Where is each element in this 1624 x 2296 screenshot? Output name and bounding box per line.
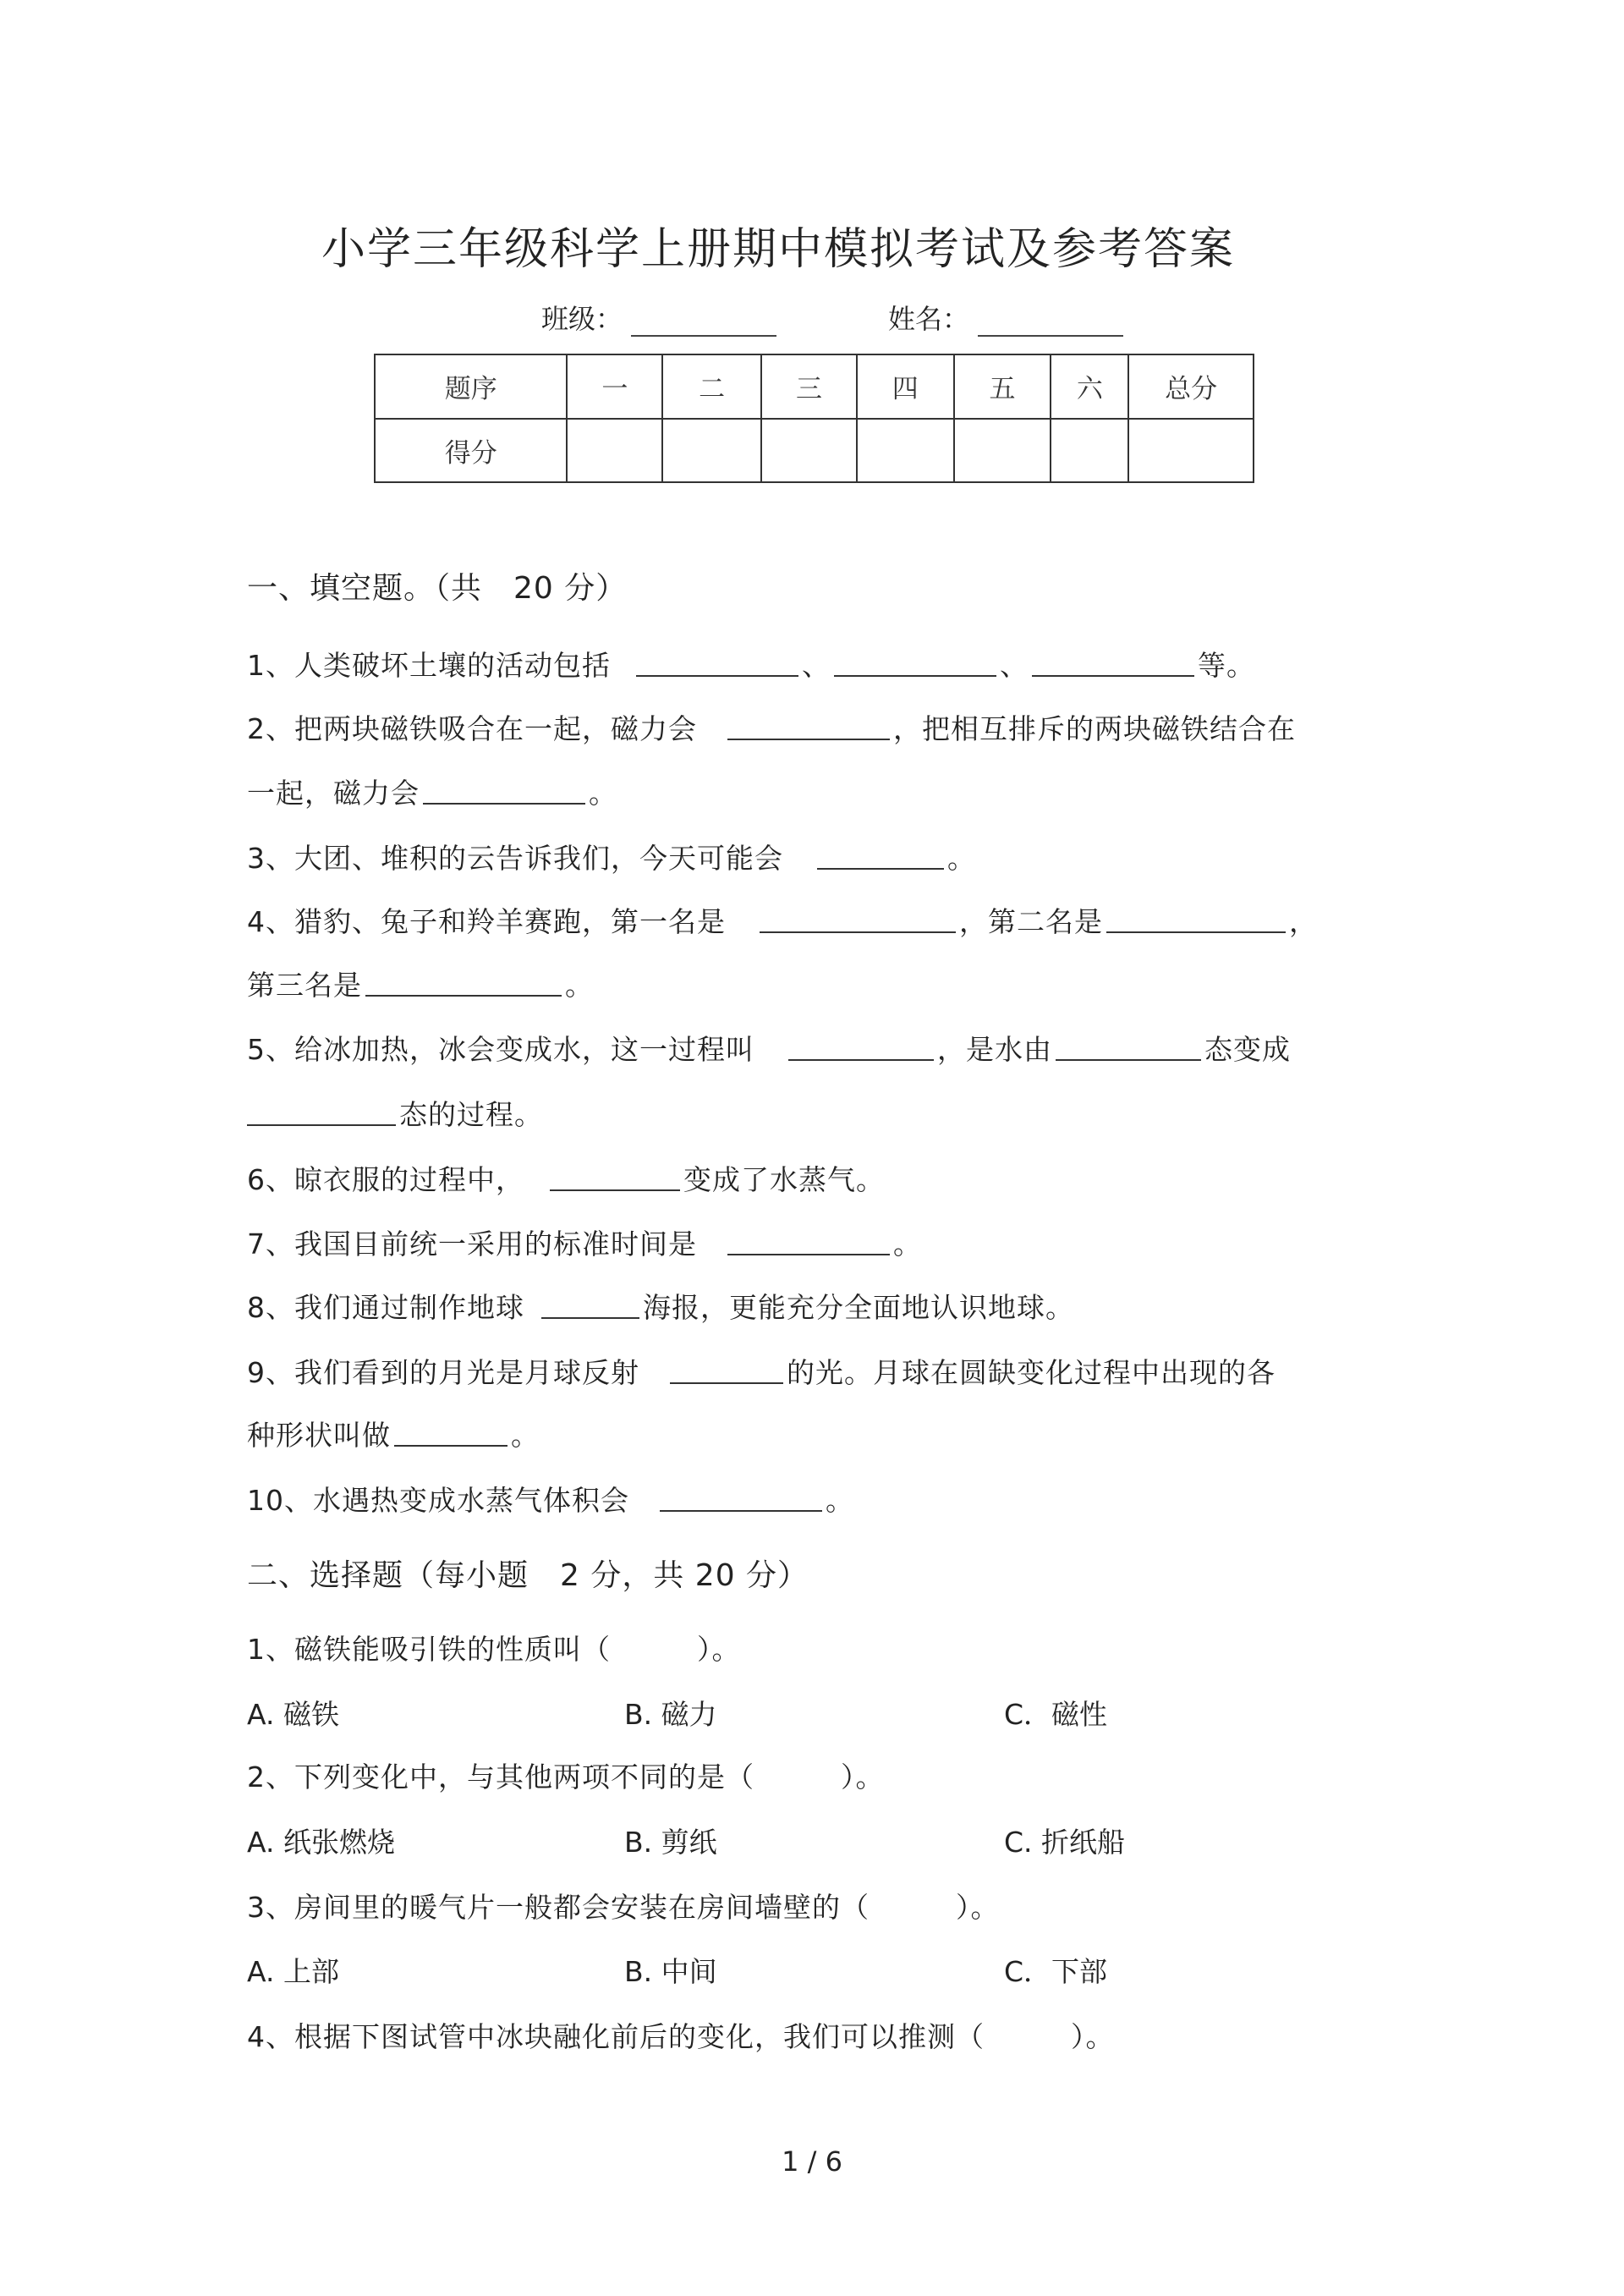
question-1-2-cont	[247, 772, 617, 815]
question-text: 。	[826, 1484, 854, 1517]
question-text: 、	[802, 649, 831, 682]
answer-blank	[423, 772, 585, 805]
question-1-5	[247, 1029, 1291, 1071]
table-header-cell: 五	[954, 354, 1051, 419]
answer-blank	[727, 708, 890, 740]
answer-blank	[365, 964, 562, 997]
question-text: 态的过程。	[399, 1098, 543, 1131]
question-text: 8、我们通过制作地球	[247, 1291, 524, 1324]
question-text: 1、人类破坏土壤的活动包括	[247, 649, 611, 682]
table-header-cell: 四	[857, 354, 954, 419]
score-cell	[662, 419, 761, 483]
option-c: C．磁性	[1004, 1698, 1108, 1731]
option-a: A. 纸张燃烧	[247, 1826, 395, 1859]
question-text: 的光。月球在圆缺变化过程中出现的各	[787, 1356, 1276, 1389]
class-field	[541, 298, 776, 337]
name-field	[888, 298, 1123, 337]
name-blank	[978, 310, 1123, 337]
question-text: 。	[565, 969, 594, 1002]
answer-blank	[1032, 645, 1194, 677]
name-label: 姓名：	[888, 303, 970, 335]
question-2-3: 3、房间里的暖气片一般都会安装在房间墙壁的（ ）。	[247, 1891, 1000, 1924]
question-text: 7、我国目前统一采用的标准时间是	[247, 1228, 697, 1261]
page-number: 1 / 6	[782, 2145, 842, 2178]
table-row	[375, 419, 1254, 483]
score-table	[374, 354, 1254, 483]
question-text: 。	[947, 842, 976, 875]
question-text: 海报，更能充分全面地认识地球。	[643, 1291, 1074, 1324]
answer-blank	[550, 1159, 680, 1191]
option-b: B. 剪纸	[624, 1826, 717, 1859]
answer-blank	[670, 1352, 783, 1384]
section1-heading: 一、填空题。（共 20 分）	[247, 571, 628, 606]
question-text: 。	[511, 1419, 540, 1452]
score-cell	[1128, 419, 1254, 483]
question-text: 、	[1000, 649, 1029, 682]
option-a: A. 上部	[247, 1955, 339, 1988]
question-text: 6、晾衣服的过程中，	[247, 1163, 524, 1196]
question-text: 。	[893, 1228, 922, 1261]
score-cell	[1051, 419, 1128, 483]
option-b: B. 中间	[624, 1955, 717, 1988]
question-text: 态变成	[1204, 1033, 1291, 1066]
question-text: 2、把两块磁铁吸合在一起，磁力会	[247, 712, 697, 745]
table-header-cell: 一	[567, 354, 662, 419]
option-a: A. 磁铁	[247, 1698, 339, 1731]
score-cell	[954, 419, 1051, 483]
answer-blank	[1056, 1029, 1201, 1061]
question-text: 等。	[1198, 649, 1255, 682]
question-1-10	[247, 1480, 854, 1522]
answer-blank	[817, 838, 944, 870]
answer-blank	[247, 1094, 396, 1126]
answer-blank	[1106, 901, 1286, 933]
answer-blank	[834, 645, 996, 677]
question-1-4	[247, 901, 1318, 943]
question-1-2	[247, 708, 1296, 750]
question-text: 4、猎豹、兔子和羚羊赛跑，第一名是	[247, 905, 726, 938]
question-1-9	[247, 1352, 1276, 1394]
class-label: 班级：	[541, 303, 623, 335]
score-cell	[761, 419, 857, 483]
page-title: 小学三年级科学上册期中模拟考试及参考答案	[321, 224, 1235, 275]
question-1-7	[247, 1223, 922, 1266]
answer-blank	[760, 901, 956, 933]
table-row-label: 得分	[375, 419, 567, 483]
question-text: ，把相互排斥的两块磁铁结合在	[893, 712, 1296, 745]
question-text: 变成了水蒸气。	[683, 1163, 885, 1196]
question-1-9-cont	[247, 1414, 540, 1457]
answer-blank	[541, 1287, 639, 1319]
question-text: 10、水遇热变成水蒸气体积会	[247, 1484, 629, 1517]
option-c: C．下部	[1004, 1955, 1108, 1988]
table-header-cell: 三	[761, 354, 857, 419]
question-1-4-cont	[247, 964, 594, 1007]
score-cell	[567, 419, 662, 483]
question-text: ，	[1289, 905, 1318, 938]
question-text: ，第二名是	[959, 905, 1103, 938]
question-text: 种形状叫做	[247, 1419, 391, 1452]
answer-blank	[660, 1480, 822, 1512]
option-b: B. 磁力	[624, 1698, 717, 1731]
question-text: 5、给冰加热，冰会变成水，这一过程叫	[247, 1033, 754, 1066]
question-2-2: 2、下列变化中，与其他两项不同的是（ ）。	[247, 1760, 885, 1793]
question-1-3	[247, 838, 976, 880]
section2-heading: 二、选择题（每小题 2 分，共 20 分）	[247, 1558, 809, 1593]
class-blank	[631, 310, 776, 337]
question-1-1	[247, 645, 1255, 687]
table-header-cell: 二	[662, 354, 761, 419]
question-text: 9、我们看到的月光是月球反射	[247, 1356, 639, 1389]
answer-blank	[394, 1414, 508, 1447]
score-cell	[857, 419, 954, 483]
answer-blank	[636, 645, 798, 677]
answer-blank	[788, 1029, 934, 1061]
question-1-6	[247, 1159, 885, 1201]
question-2-4: 4、根据下图试管中冰块融化前后的变化，我们可以推测（ ）。	[247, 2020, 1115, 2053]
table-header-cell: 六	[1051, 354, 1128, 419]
question-2-1: 1、磁铁能吸引铁的性质叫（ ）。	[247, 1633, 741, 1666]
question-text: 3、大团、堆积的云告诉我们，今天可能会	[247, 842, 783, 875]
question-text: 。	[589, 777, 617, 810]
question-text: 第三名是	[247, 969, 362, 1002]
option-c: C. 折纸船	[1004, 1826, 1126, 1859]
table-header-cell: 总分	[1128, 354, 1254, 419]
question-1-5-cont	[247, 1094, 543, 1136]
table-header-cell: 题序	[375, 354, 567, 419]
table-row	[375, 354, 1254, 419]
question-1-8	[247, 1287, 1074, 1329]
answer-blank	[727, 1223, 890, 1255]
question-text: 一起，磁力会	[247, 777, 420, 810]
question-text: ，是水由	[937, 1033, 1052, 1066]
